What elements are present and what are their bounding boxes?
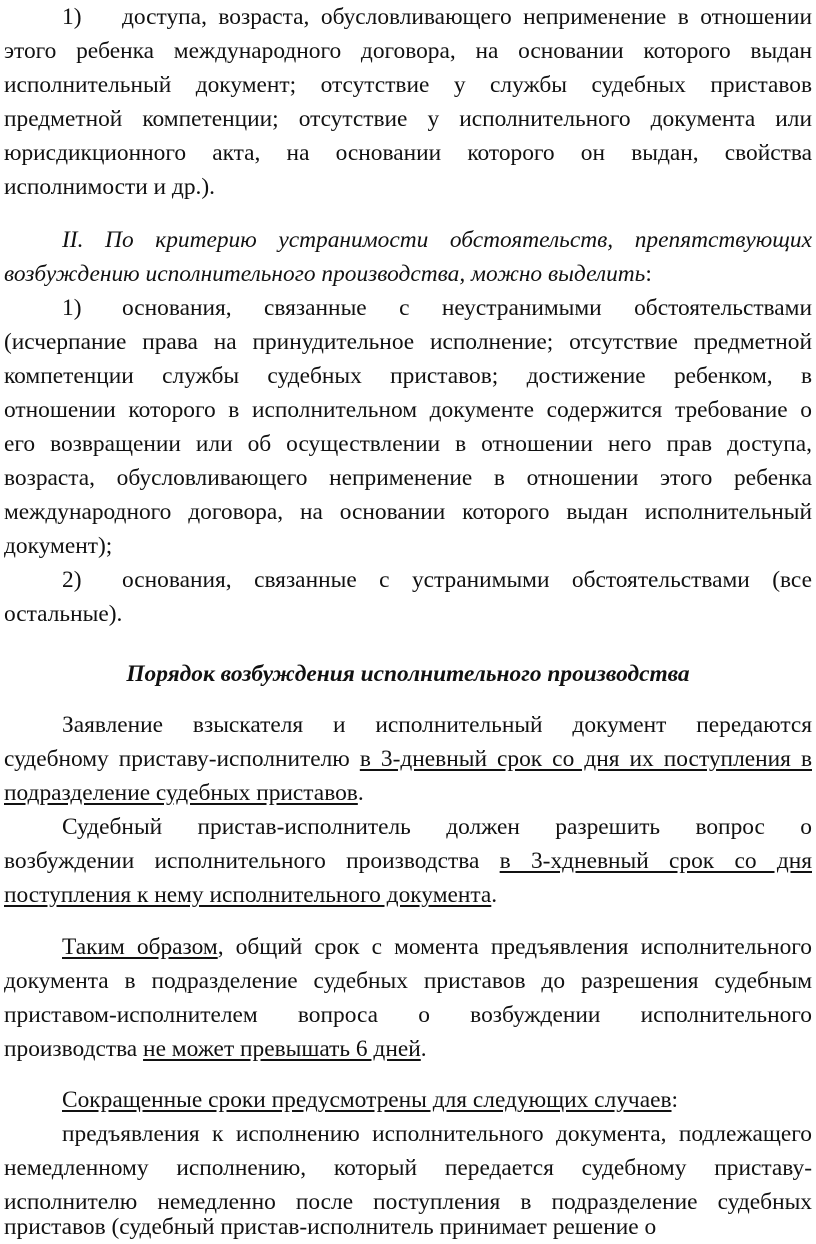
- paragraph-line: [4, 930, 812, 964]
- paragraph-line: [4, 844, 812, 878]
- list-number: 2): [62, 567, 82, 593]
- paragraph-line: Судебный пристав-исполнитель должен разрешить вопрос о: [62, 814, 812, 840]
- text: основания, связанные с устранимыми обстоятельствами (все: [122, 567, 812, 593]
- paragraph-line: исполнителю немедленно после поступления в подразделение судебных: [4, 1189, 812, 1215]
- text: :: [671, 1087, 679, 1113]
- paragraph-line: немедленному исполнению, который передается судебному приставу-: [4, 1155, 812, 1181]
- paragraph-line: предъявления к исполнению исполнительного документа, подлежащего: [62, 1121, 812, 1147]
- paragraph-line: Заявление взыскателя и исполнительный документ передаются: [62, 712, 812, 738]
- underlined-text: в 3-дневный срок со дня их поступления в: [359, 746, 812, 772]
- underlined-text: подразделение судебных приставов: [4, 780, 358, 806]
- paragraph-line: отношении которого в исполнительном документе содержится требование о: [4, 397, 812, 423]
- text: возбуждении исполнительного производства: [4, 848, 500, 874]
- text: доступа, возраста, обусловливающего неприменение в отношении: [122, 4, 812, 30]
- text: .: [357, 780, 364, 806]
- paragraph-line: остальные).: [4, 601, 123, 627]
- underlined-text: Сокращенные сроки предусмотрены для следующих случаев: [62, 1087, 672, 1113]
- underlined-text: поступления к нему исполнительного документа: [4, 882, 492, 908]
- list-item: [4, 563, 812, 597]
- list-number: 1): [62, 295, 82, 321]
- paragraph-line: [4, 0, 812, 34]
- text: основания, связанные с неустранимыми обстоятельствами: [122, 295, 812, 321]
- section-title: Порядок возбуждения исполнительного производства: [126, 661, 690, 687]
- list-number: 1): [62, 4, 82, 30]
- paragraph-line: исполнимости и др.).: [4, 174, 216, 200]
- text: судебному приставу-исполнителю: [4, 746, 360, 772]
- underlined-text: не может превышать 6 дней: [143, 1036, 421, 1062]
- list-item: [4, 291, 812, 325]
- criterion-heading: II. По критерию устранимости обстоятельств, препятствующих: [62, 227, 812, 253]
- paragraph-line: его возвращении или об осуществлении в отношении него прав доступа,: [4, 431, 812, 457]
- paragraph-line: [4, 742, 812, 776]
- italic-text: возбуждению исполнительного производства, можно выделить: [4, 261, 646, 287]
- text: , общий срок с момента предъявления исполнительного: [217, 934, 812, 960]
- text: .: [420, 1036, 427, 1062]
- paragraph-line: предметной компетенции; отсутствие у исполнительного документа или: [4, 106, 812, 132]
- paragraph-line: приставов (судебный пристав-исполнитель принимает решение о: [4, 1214, 657, 1240]
- paragraph-line: возраста, обусловливающего неприменение в отношении этого ребенка: [4, 465, 812, 491]
- paragraph-line: [4, 776, 812, 810]
- paragraph-line: документа в подразделение судебных приставов до разрешения судебным: [4, 968, 812, 994]
- underlined-text: в 3-хдневный срок со дня: [499, 848, 812, 874]
- paragraph-line: компетенции службы судебных приставов; достижение ребенком, в: [4, 363, 812, 389]
- paragraph-line: юрисдикционного акта, на основании которого он выдан, свойства: [4, 140, 812, 166]
- paragraph-line: [4, 878, 812, 912]
- paragraph-line: документ);: [4, 533, 113, 559]
- paragraph-line: приставом-исполнителем вопроса о возбуждении исполнительного: [4, 1002, 812, 1028]
- paragraph-line: (исчерпание права на принудительное исполнение; отсутствие предметной: [4, 329, 812, 355]
- paragraph-line: этого ребенка международного договора, на основании которого выдан: [4, 38, 812, 64]
- paragraph-line: [4, 1083, 812, 1117]
- paragraph-line: исполнительный документ; отсутствие у службы судебных приставов: [4, 72, 812, 98]
- text: .: [491, 882, 498, 908]
- paragraph-line: [4, 1032, 812, 1066]
- paragraph-line: международного договора, на основании которого выдан исполнительный: [4, 499, 812, 525]
- criterion-heading-cont: [4, 257, 812, 291]
- text: :: [645, 261, 652, 287]
- text: производства: [4, 1036, 144, 1062]
- underlined-text: Таким образом: [62, 934, 218, 960]
